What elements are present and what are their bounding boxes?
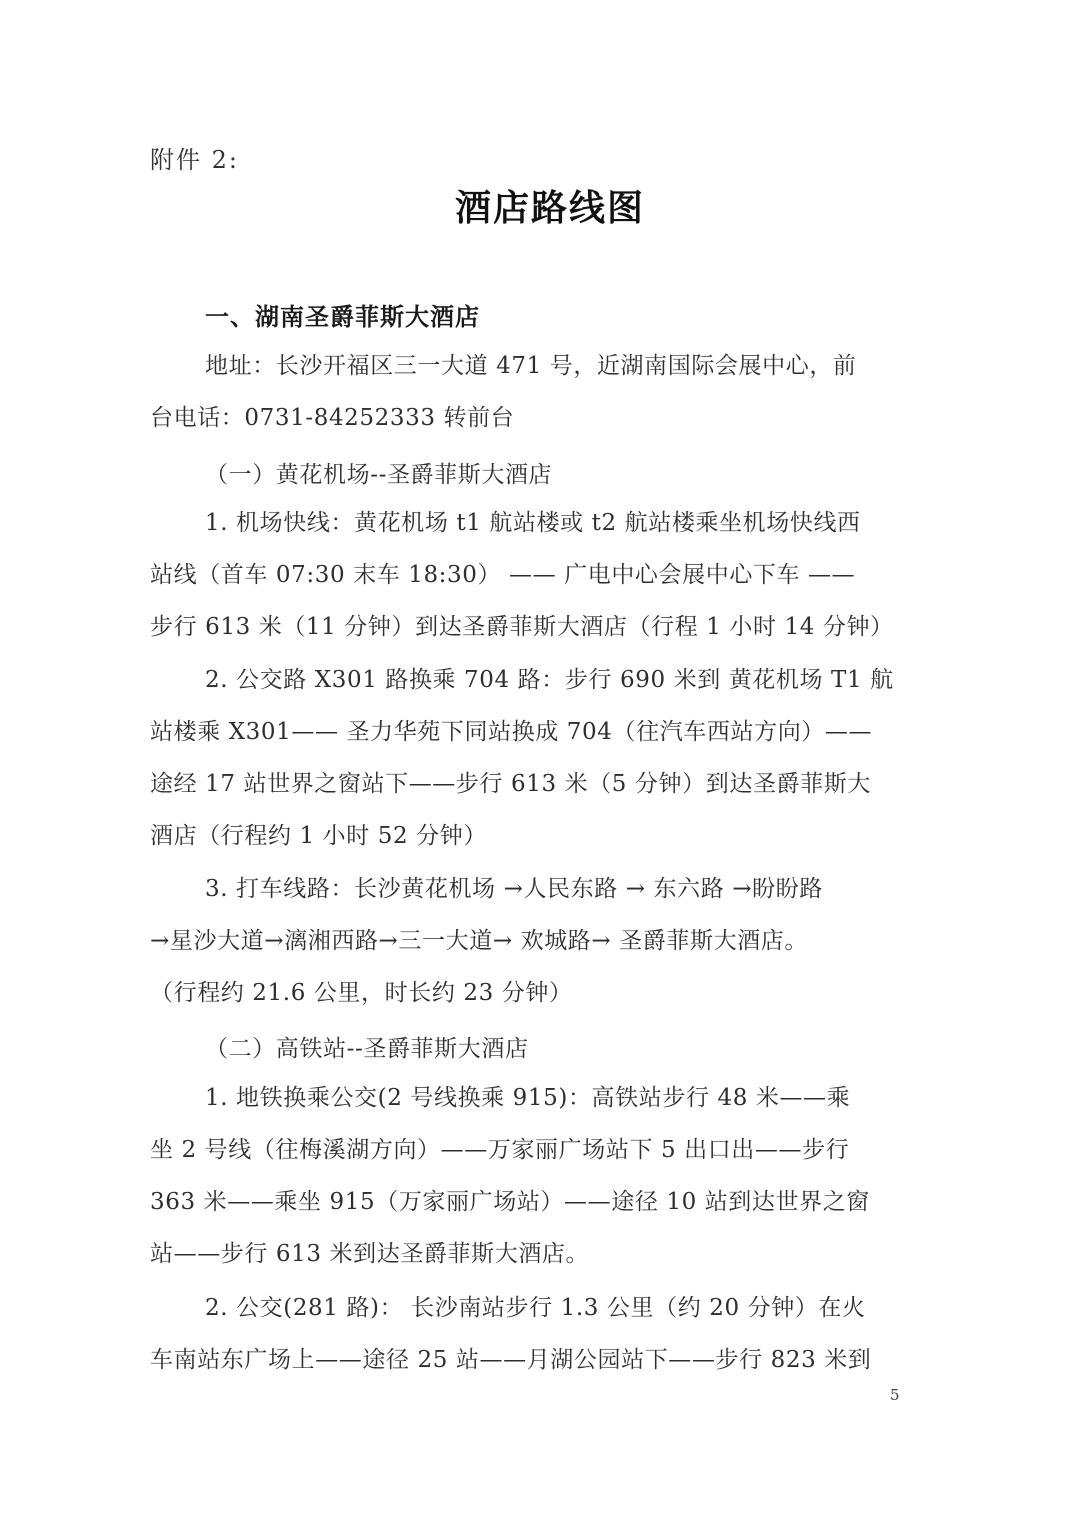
route-line: 站线（首车 07:30 末车 18:30） —— 广电中心会展中心下车 —— <box>150 562 856 588</box>
page-title: 酒店路线图 <box>454 187 645 229</box>
section-heading: 一、湖南圣爵菲斯大酒店 <box>205 302 480 331</box>
route-line: 站楼乘 X301—— 圣力华苑下同站换成 704（往汽车西站方向）—— <box>150 719 873 745</box>
route-line: →星沙大道→漓湘西路→三一大道→ 欢城路→ 圣爵菲斯大酒店。 <box>150 928 808 954</box>
route-line: 2. 公交(281 路)： 长沙南站步行 1.3 公里（约 20 分钟）在火 <box>205 1295 866 1321</box>
route-line: 1. 地铁换乘公交(2 号线换乘 915)：高铁站步行 48 米——乘 <box>205 1085 851 1111</box>
page-number: 5 <box>890 1386 900 1404</box>
address-line: 台电话：0731-84252333 转前台 <box>150 405 515 431</box>
subsection-heading: （二）高铁站--圣爵菲斯大酒店 <box>205 1036 529 1062</box>
address-line: 地址：长沙开福区三一大道 471 号，近湖南国际会展中心，前 <box>205 353 857 379</box>
route-line: 途经 17 站世界之窗站下——步行 613 米（5 分钟）到达圣爵菲斯大 <box>150 771 871 797</box>
route-line: 363 米——乘坐 915（万家丽广场站）——途径 10 站到达世界之窗 <box>150 1189 870 1215</box>
route-line: 酒店（行程约 1 小时 52 分钟） <box>150 823 487 849</box>
route-line: 车南站东广场上——途径 25 站——月湖公园站下——步行 823 米到 <box>150 1347 872 1373</box>
route-line: 1. 机场快线：黄花机场 t1 航站楼或 t2 航站楼乘坐机场快线西 <box>205 510 861 536</box>
attachment-label: 附件 2: <box>150 146 239 174</box>
route-line: 站——步行 613 米到达圣爵菲斯大酒店。 <box>150 1241 590 1267</box>
route-line: （行程约 21.6 公里，时长约 23 分钟） <box>150 980 573 1006</box>
route-line: 步行 613 米（11 分钟）到达圣爵菲斯大酒店（行程 1 小时 14 分钟） <box>150 614 894 640</box>
route-line: 3. 打车线路：长沙黄花机场 →人民东路 → 东六路 →盼盼路 <box>205 876 823 902</box>
subsection-heading: （一）黄花机场--圣爵菲斯大酒店 <box>205 462 553 488</box>
route-line: 2. 公交路 X301 路换乘 704 路：步行 690 米到 黄花机场 T1 航 <box>205 667 894 693</box>
route-line: 坐 2 号线（往梅溪湖方向）——万家丽广场站下 5 出口出——步行 <box>150 1137 850 1163</box>
